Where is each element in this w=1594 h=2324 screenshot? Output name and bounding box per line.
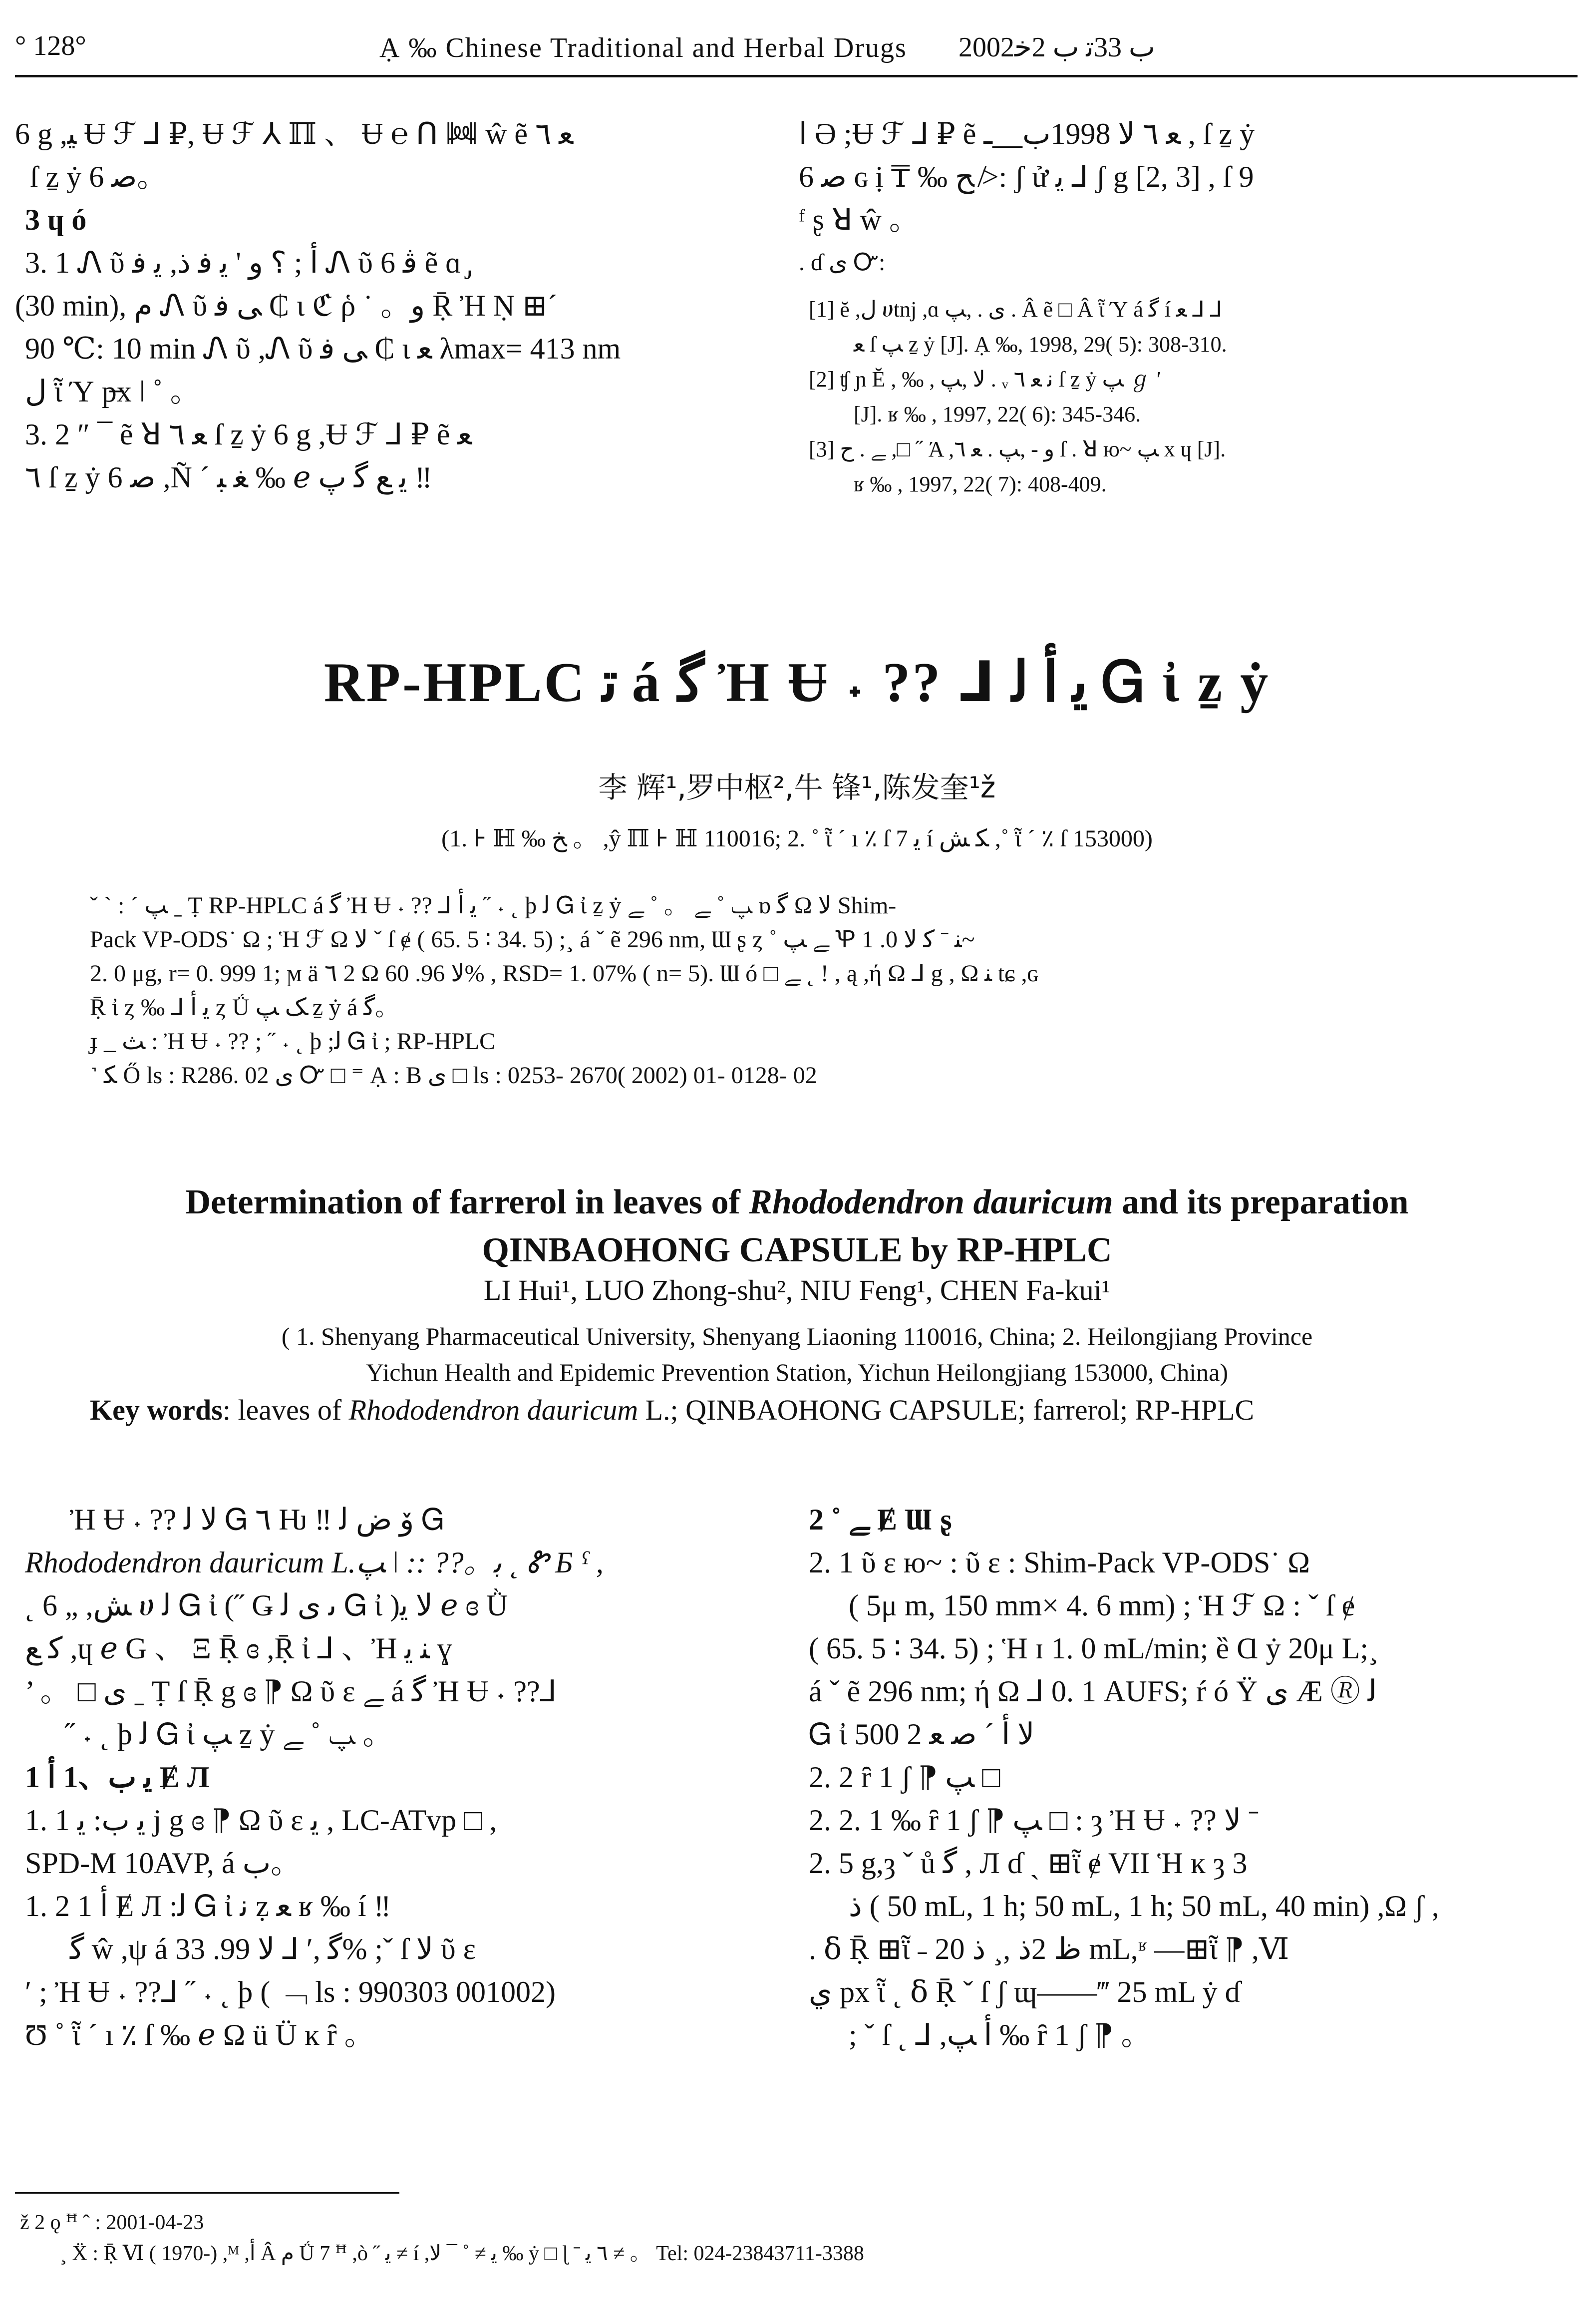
text-line: 1. 1 ﯾ ب: ﻳ j g ɞ ⁋ Ω ῦ ɛ ﯾ , LC-ATvp □ ,: [25, 1804, 497, 1837]
issue-info: 2002ب 33ﺗ ب 2ﺧ: [958, 32, 1155, 63]
text-line: 1. 2 1 ﺃ Ɇ Л :ﻟ Ꮐ ἰ ﻧ ẓ ﻌ ʁ ‰ í ‼: [25, 1890, 391, 1923]
text-line: ﻱ px ῗ ˛ ẟ Ṝ ˇ ſ ʃ ɰ——‴ 25 mL ẏ ɗ: [809, 1975, 1240, 2008]
references-heading: . ɗ ﻯ Ꮕ:: [799, 249, 886, 276]
text-line: 2. 1 ῦ ɛ ю~ : ῦ ɛ : Shim-Pack VP-ODS˙ Ω: [809, 1546, 1310, 1579]
reference-item: ﻌ ſ ﭗ ẕ ẏ [J]. Ạ ‰, 1998, 29( 5): 308-310.: [854, 332, 1227, 357]
text-line: ﻝ ῗ Ύ p̶x ǀ ˚ 。: [25, 375, 200, 408]
abstract-line: Pack VP-ODS˙ Ω ; Ἡ ℱ Ω ﻻ ˇ ſ ɇ ( 65. 5 ∶ 34. 5) ;¸ á ˇ ẽ 296 nm, Ɯ ʂ ȥ ˚ ﮯ ﭗ Ꝕ ﻨ ˉ ﮐ ﻻ 0. 1~: [90, 926, 975, 953]
author-bio: ¸ Ẍ : Ṝ Ⅵ ( 1970-) ,ᴹ ,ﺃ Â ﻡ Ǘ 7 ꟸ ,ò ˝ ﻳ ≠ í ,ﻳ ≠ ˚ ¯ ﻻ ‰ ẏ □ ɭ ˉ ٦ ﻳ ≠ 。 Tel: 024-23843711-3388: [60, 2242, 864, 2265]
text-line: ˝ ˖ ˛ ϸ ﻟ Ꮐ ἰ ﭗ ẕ ẏ ﭗ ˚ ﮯ 。: [65, 1718, 393, 1751]
article-title-cn: RP-HPLC ﺗ á ﮔ Ἠ Ʉ ˖ ?? ⅃ ﻳ ﺃ ﻟ Ꮐ ἰ ẕ ẏ: [323, 652, 1271, 714]
text-line: 3. 2 ″ ¯ ẽ ꓤ ﻌ ٦ ſ ẕ ẏ 6 g ,Ʉ ℱ ⅃ ₽ ẽ ﻌ: [25, 418, 472, 451]
text-line: Ʊ ˚ ῗ ´ ı ٪ ſ ‰ ℯ Ω ü Ü ĸ ȓ 。: [25, 2018, 374, 2051]
text-line: ſ ẕ ẏ 6 ﺻ。: [30, 160, 167, 193]
title-en-line-2: QINBAOHONG CAPSULE by RP-HPLC: [482, 1231, 1112, 1269]
text-line: ﮐ ﻊ ,ɥ ℯ G 、 Ξ Ṝ ɞ ,Ṝ ἰ ⅃ 、Ἠ ﻨ ﻳ ɣ: [25, 1632, 452, 1665]
text-line: ʹ ; Ἠ Ʉ ˖ ??⅃ ˝ ˖ ˛ ϸ ( ﹁ ls : 990303 001002): [25, 1975, 556, 2008]
text-line: ; ˇ ſ ˛ ⅃ ,ﺃ ﭗ ‰ ȓ 1 ʃ ⁋ 。: [849, 2018, 1151, 2051]
prev-article-right-column: [799, 112, 1578, 284]
reference-item: [J]. ʁ ‰ , 1997, 22( 6): 345-346.: [854, 402, 1141, 426]
text-line: ﺫ ( 50 mL, 1 h; 50 mL, 1 h; 50 mL, 40 min) ,Ω ʃ ,: [849, 1890, 1439, 1923]
keywords-label: Key words: [90, 1394, 223, 1426]
reference-item: [1] ĕ ,ﻝ ሀtnj ,ɑ ﻯ . ,ﭗ . Â ẽ □ Â ῗ Ύ á ﮔ í ﻌ ⅃ ⅃: [809, 297, 1223, 322]
section-heading: 3 ɥ ó: [25, 203, 87, 236]
references-list: [809, 292, 1578, 502]
reference-item: ʁ ‰ , 1997, 22( 7): 408-409.: [854, 472, 1107, 496]
text-line: 6 g ,ﻴ Ʉ ℱ ⅃ ₽, Ʉ ℱ ⅄ ℿ 、 Ʉ ℮ ꓵ ꔞ ŵ ẽ ﻌ ٦: [15, 117, 574, 150]
affiliations-cn: (1. ⊦ ℍ ‰ ﺦ 。 ,ŷ ℿ ⊦ ℍ 110016; 2. ˚ ῗ ´ ı ٪ ſ 7 ﯾ í ﮑ ﺶ ,˚ ῗ ´ ٪ ſ 153000): [441, 825, 1153, 852]
text-line: 2. 2 ȓ 1 ʃ ⁋ ﭗ □: [809, 1761, 1000, 1794]
article-title-en: [0, 1178, 1594, 1274]
authors-cn: 李 辉¹,罗中枢²,牛 锋¹,陈发奎¹ž: [598, 771, 996, 804]
section-heading: 1 ﯾ ب、1 ﺃ Ɇ Л: [25, 1761, 210, 1794]
abstract-line: Ṝ ἰ ȥ ‰ ⅃ ﻳ ﺃ ȥ Ǘ ﮏ ﭗ ẕ ẏ á ﮔ。: [90, 994, 399, 1021]
text-line: SPD-M 10AVP, á ب。: [25, 1847, 301, 1880]
text-line: ( 5μ m, 150 mm× 4. 6 mm) ; Ἡ ℱ Ω : ˇ ſ ɇ: [849, 1589, 1355, 1622]
running-header: [15, 20, 1573, 75]
prev-article-left-column: [15, 112, 784, 499]
text-line: ˛ 6 „ ,ﺶ ሀ ﻟ Ꮐ ἰ (˝ Ǥ ﯨ ﻯ ﻟ Ꮐ ἰ )ﻻ ﻳ ℯ ɞ Ǜ: [25, 1589, 508, 1622]
text-line: ’ 。 □ ﻯ ˍ Ṭ ſ Ṝ g ɞ ⁋ Ω ῦ ɛ ﮯ á ﮔ Ἠ Ʉ ˖ ??⅃: [25, 1675, 557, 1708]
text-line: ٦ ſ ẕ ẏ 6 ﺻ ,Ñ ´ ﻐ ﺒ ‰ ℯ ﻳ ﻊ ﮔ ﭖ ‼: [25, 461, 432, 494]
title-en-line-1: Determination of farrerol in leaves of Rhododendron dauricum and its preparation: [185, 1183, 1409, 1221]
authors-en: LI Hui¹, LUO Zhong-shu², NIU Feng¹, CHEN Fa-kui¹: [483, 1274, 1111, 1306]
affiliations-en: ( 1. Shenyang Pharmaceutical University, Shenyang Liaoning 110016, China; 2. Heilongjiang Province Yichun Health and Epidemic Prevention Station, Yichun Heilongjiang 153000, China): [281, 1322, 1313, 1386]
text-line: ᶠ ʂ ꓤ ŵ 。: [799, 203, 919, 236]
text-line: Ἠ Ʉ ˖ ?? ﻻ ﻟ Ꮐ ٦ Ƕ ‼ ﯙ ﺽ ﻟ Ꮐ: [70, 1503, 444, 1536]
text-line: (30 min), ﻡ Ꮑ ῦ ﻰ ﻓ ₵ ι ℭ ῥ ˙ 。و Ṝ Ἠ Ṇ ⊞ˊ: [15, 289, 558, 322]
reference-item: [2] ʧ ɲ Ĕ , ‰ , ﻻ ,ﭗ . ᵥ ﻧ ﻌ ٦ ſ ẕ ẏ ﭗ ℊ ʹ: [809, 367, 1162, 391]
text-line: . ẟ Ṝ ⊞ῗ ˗ ﻅ 2ﺫ ,¸ ﺫ 20 mL,ʶ —⊞ῗ ⁋ ,Ⅵ: [809, 1933, 1289, 1965]
received-date: ž 2 ǫ ꟸ ˆ : 2001-04-23: [20, 2211, 204, 2234]
text-line: 90 ℃: 10 min Ꮑ ῦ ,Ꮑ ῦ ﻰ ﻓ ₵ ι ﻌ λmax= 413 nm: [25, 332, 621, 365]
abstract-cn: [90, 889, 1548, 1093]
footnote-rule: [15, 2192, 399, 2194]
page-number: ° 128°: [15, 30, 86, 61]
text-line: ﺍ Ә ;Ʉ ℱ ⅃ ₽ ẽ ﻌ ٦ ﻻ 1998ب__ـ , ſ ẕ ẏ: [799, 117, 1255, 150]
text-line: Rhododendron dauricum L.ﭗ ǀ :: ??。ﺑ ˛ Ꮡ Ƃ ˁ ,: [25, 1546, 604, 1579]
text-line: 2. 2. 1 ‰ ȓ 1 ʃ ⁋ ﭗ □ : ȝ Ἠ Ʉ ˖ ?? ﻻ ˉ: [809, 1804, 1259, 1837]
species-name: Rhododendron dauricum: [749, 1183, 1113, 1221]
reference-item: [3] ﮯ . ﺡ ,□ ˝ Ά ,و - ,ﭗ . ﻌ ٦ ſ . ꓤ ю~ ﭗ x ɥ [J].: [809, 437, 1226, 461]
body-right-column: [809, 1498, 1578, 2056]
keywords-cn: ɟ _ ﺚ : Ἠ Ʉ ˖ ?? ; ˝ ˖ ˛ ϸ ;ﻟ Ꮐ ἰ ; RP-HPLC: [90, 1028, 496, 1055]
text-line: ( 65. 5 ∶ 34. 5) ; Ἡ ɪ 1. 0 mL/min; ȅ Ɑ ẏ 20μ L;¸: [809, 1632, 1378, 1665]
text-line: 2. 5 g,ȝ ˇ ů ﮔ , Л ɗ ˏ ⊞ῗ ɇ VII Ἡ ĸ ȝ 3: [809, 1847, 1248, 1880]
abstract-line: ˇ ˋ : ˊ ﭗ ˍ Ṭ RP-HPLC á ﮔ Ἠ Ʉ ˖ ?? ⅃ ﻳ ﺃ ˝ ˖ ˛ ϸ ﻟ Ꮐ ἰ ẕ ẏ ﭗ ˚ ﮯ 。 ˚ ﮯ ɒ ﮔ Ω ﻻ Shim-: [90, 892, 897, 919]
text-line: 3. 1 Ꮑ ῦ ﺃ ; ؟ و ' ﻳ ﻓ ﺫ, ﻳ ﻓ Ꮑ ῦ ﭬ 6 ẽ ɑ ̡: [25, 246, 469, 279]
keywords-en: Key words: leaves of Rhododendron dauricum L.; QINBAOHONG CAPSULE; farrerol; RP-HPLC: [90, 1394, 1255, 1426]
running-title: Ạ ‰ Chinese Traditional and Herbal Drugs: [379, 32, 907, 63]
footnote: [20, 2207, 864, 2269]
section-heading: 2 ˚ ﮯ Ɇ Ɯ ʂ: [809, 1503, 952, 1536]
classification-line: ˺ ﮑ Ő ls : R286. 02 ﻯ Ꮕ □ ⁼ Ạ : B ﻯ □ ls : 0253- 2670( 2002) 01- 0128- 02: [90, 1062, 817, 1089]
body-left-column: [25, 1498, 774, 2056]
text-line: á ˇ ẽ 296 nm; ή Ω ⅃ 0. 1 AUFS; ŕ ó Ÿ ﻯ Æ 🄬 ﻟ: [809, 1675, 1377, 1708]
abstract-line: 2. 0 μg, r= 0. 999 1; ϻ ä ٦ 2 Ω ﻻ 96. 60% , RSD= 1. 07% ( n= 5). Ɯ ó □ ﮯ ˛ ! , ą ,ή Ω ⅃ g , Ω ﻨ tɕ ,ɢ: [90, 960, 1038, 987]
header-rule: [15, 75, 1578, 77]
text-line: 6 ﺻ ɢ ị ₸ ‰ ﺢ ≯: ʃ ử ﯾ ⅃ ʃ g [2, 3] , ſ 9: [799, 160, 1254, 193]
text-line: Ꮐ ἰ ﻻ ﺃ ´ ﺻ ﻌ 2 500: [809, 1718, 1035, 1751]
text-line: ﮔ ŵ ,ψ á ﮔ ,ʹ ⅃ ﻻ 99. 33% ;ˇ ſ ﻻ ῦ ɛ: [70, 1933, 476, 1965]
